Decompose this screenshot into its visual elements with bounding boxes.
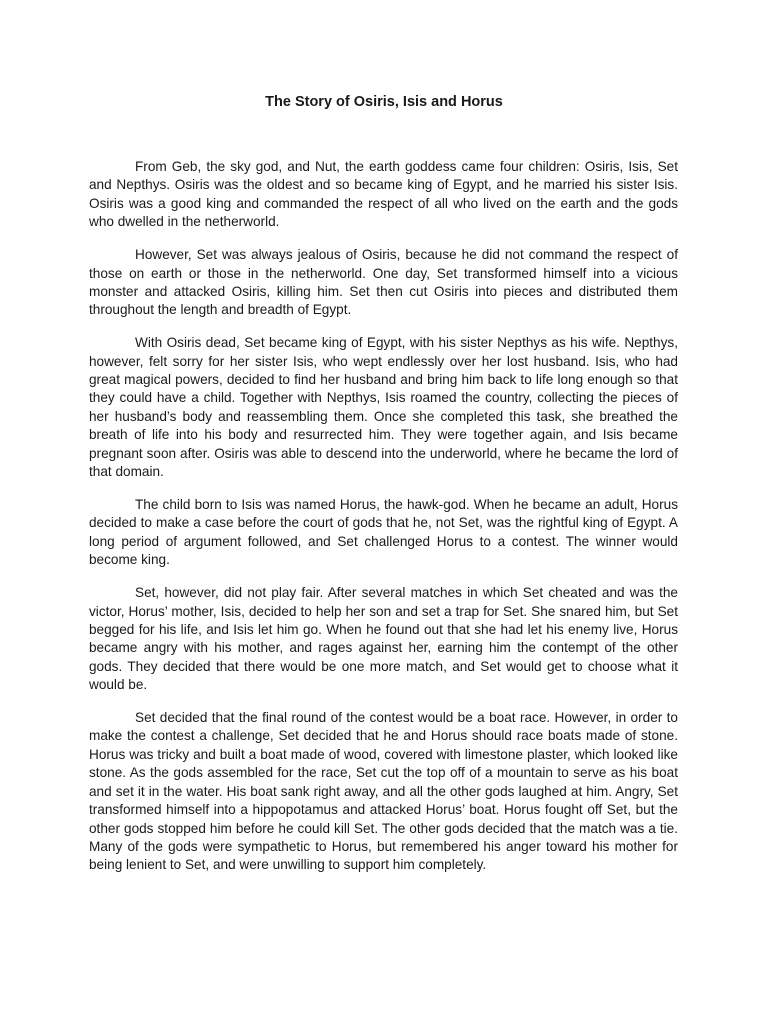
paragraph-1: From Geb, the sky god, and Nut, the earth goddess came four children: Osiris, Isis, Set and Nepthys. Osiris was the oldest and so became king of Egypt, and he married his sister Isis. Osiris was a good king and commanded the respect of all who lived on the earth and the gods who dwelled in the netherworld. bbox=[89, 159, 678, 230]
paragraph-4: The child born to Isis was named Horus, the hawk-god. When he became an adult, Horus decided to make a case before the court of gods that he, not Set, was the rightful king of Egypt. A long period of argument followed, and Set challenged Horus to a contest. The winner would become king. bbox=[89, 497, 678, 568]
paragraph-6: Set decided that the final round of the contest would be a boat race. However, in order to make the contest a challenge, Set decided that he and Horus should race boats made of stone. Horus was tricky and built a boat made of wood, covered with limestone plaster, which looked like stone. As the gods assembled for the race, Set cut the top off of a mountain to serve as his boat and set it in the water. His boat sank right away, and all the other gods laughed at him. Angry, Set transformed himself into a hippopotamus and attacked Horus’ boat. Horus fought off Set, but the other gods stopped him before he could kill Set. The other gods decided that the match was a tie. Many of the gods were sympathetic to Horus, but remembered his anger toward his mother for being lenient to Set, and were unwilling to support him completely. bbox=[89, 710, 678, 873]
document-body bbox=[89, 158, 678, 889]
paragraph-5: Set, however, did not play fair. After several matches in which Set cheated and was the victor, Horus’ mother, Isis, decided to help her son and set a trap for Set. She snared him, but Set begged for his life, and Isis let him go. When he found out that she had let his enemy live, Horus became angry with his mother, and rages against her, earning him the contempt of the other gods. They decided that there would be one more match, and Set would get to choose what it would be. bbox=[89, 585, 678, 693]
paragraph-2: However, Set was always jealous of Osiris, because he did not command the respect of those on earth or those in the netherworld. One day, Set transformed himself into a vicious monster and attacked Osiris, killing him. Set then cut Osiris into pieces and distributed them throughout the length and breadth of Egypt. bbox=[89, 247, 678, 318]
document-title: The Story of Osiris, Isis and Horus bbox=[265, 94, 503, 110]
paragraph-3: With Osiris dead, Set became king of Egypt, with his sister Nepthys as his wife. Nepthys, however, felt sorry for her sister Isis, who wept endlessly over her lost husband. Isis, who had great magical powers, decided to find her husband and bring him back to life long enough so that they could have a child. Together with Nepthys, Isis roamed the country, collecting the pieces of her husband’s body and reassembling them. Once she completed this task, she breathed the breath of life into his body and resurrected him. They were together again, and Isis became pregnant soon after. Osiris was able to descend into the underworld, where he became the lord of that domain. bbox=[89, 335, 678, 480]
